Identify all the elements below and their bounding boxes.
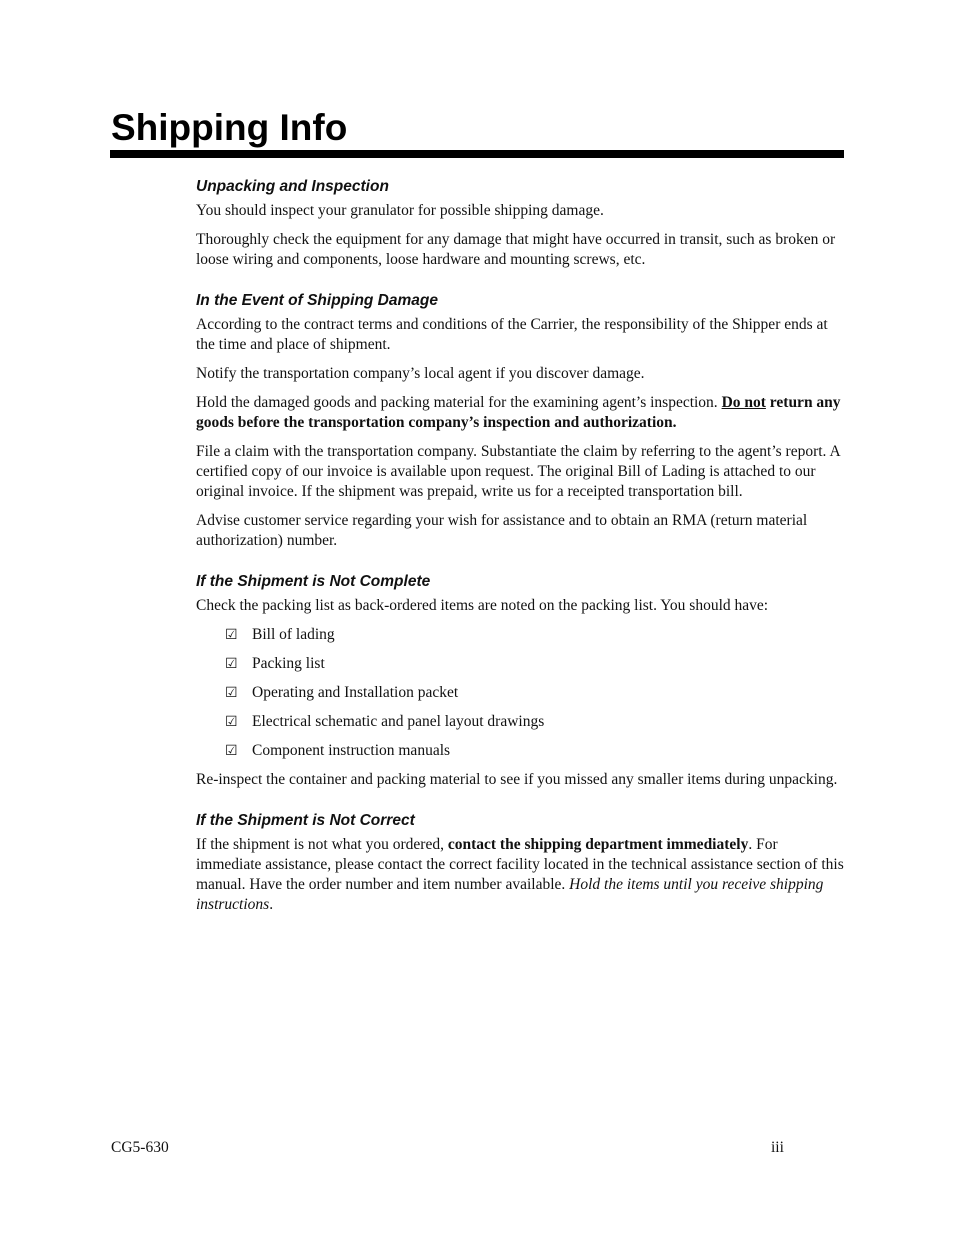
section-not-complete xyxy=(196,572,846,790)
checklist-item-label: Packing list xyxy=(252,655,325,672)
checklist-item xyxy=(225,741,846,761)
checklist-item xyxy=(225,654,846,674)
paragraph: File a claim with the transportation company. Substantiate the claim by referring to the agent’s report. A certified copy of our invoice is available upon request. The original Bill of Lading is attached to our original invoice. If the shipment was prepaid, write us for a receipted transportation bill. xyxy=(196,443,840,500)
checklist-item-label: Bill of lading xyxy=(252,626,335,643)
paragraph: Re-inspect the container and packing material to see if you missed any smaller items during unpacking. xyxy=(196,771,838,788)
paragraph-text: Hold the damaged goods and packing material for the examining agent’s inspection. xyxy=(196,394,722,411)
paragraph: Advise customer service regarding your wish for assistance and to obtain an RMA (return material authorization) number. xyxy=(196,512,808,549)
title-rule xyxy=(110,150,844,158)
checkbox-checked-icon: ☑ xyxy=(225,685,238,701)
bold-instruction: contact the shipping department immediately xyxy=(447,836,749,853)
paragraph xyxy=(196,393,846,433)
checkbox-checked-icon: ☑ xyxy=(225,656,238,672)
footer-doc-id: CG5-630 xyxy=(111,1139,169,1156)
section-heading: If the Shipment is Not Correct xyxy=(196,812,415,829)
italic-instruction: Hold the items until you receive shipping instructions xyxy=(196,876,824,913)
paragraph: Notify the transportation company’s local agent if you discover damage. xyxy=(196,365,645,382)
checkbox-checked-icon: ☑ xyxy=(225,627,238,643)
checklist xyxy=(196,625,846,761)
bold-warning: return any goods before the transportation company’s inspection and authorization. xyxy=(196,394,841,431)
checklist-item-label: Electrical schematic and panel layout drawings xyxy=(252,713,545,730)
checklist-item-label: Component instruction manuals xyxy=(252,742,451,759)
section-heading: Unpacking and Inspection xyxy=(196,178,389,195)
paragraph: Thoroughly check the equipment for any damage that might have occurred in transit, such as broken or loose wiring and components, loose hardware and mounting screws, etc. xyxy=(196,231,836,268)
section-unpacking xyxy=(196,177,846,270)
paragraph-text: . xyxy=(269,896,274,913)
page-content xyxy=(196,175,846,936)
paragraph-text: . For immediate assistance, please contact the correct facility located in the technical assistance section of this manual. Have the order number and item number available. xyxy=(196,836,844,893)
section-heading: In the Event of Shipping Damage xyxy=(196,292,438,309)
paragraph: According to the contract terms and conditions of the Carrier, the responsibility of the Shipper ends at the time and place of shipment. xyxy=(196,316,828,353)
paragraph: Check the packing list as back-ordered items are noted on the packing list. You should have: xyxy=(196,597,769,614)
checkbox-checked-icon: ☑ xyxy=(225,743,238,759)
paragraph-text: If the shipment is not what you ordered, xyxy=(196,836,448,853)
footer-page-number: iii xyxy=(771,1139,784,1156)
do-not-emphasis: Do not xyxy=(721,394,766,411)
checklist-item xyxy=(225,625,846,645)
checklist-item-label: Operating and Installation packet xyxy=(252,684,459,701)
page-title: Shipping Info xyxy=(111,107,348,148)
paragraph: You should inspect your granulator for possible shipping damage. xyxy=(196,202,604,219)
checklist-item xyxy=(225,712,846,732)
section-not-correct xyxy=(196,811,846,915)
section-heading: If the Shipment is Not Complete xyxy=(196,573,431,590)
section-shipping-damage xyxy=(196,291,846,551)
paragraph xyxy=(196,835,846,915)
checklist-item xyxy=(225,683,846,703)
checkbox-checked-icon: ☑ xyxy=(225,714,238,730)
